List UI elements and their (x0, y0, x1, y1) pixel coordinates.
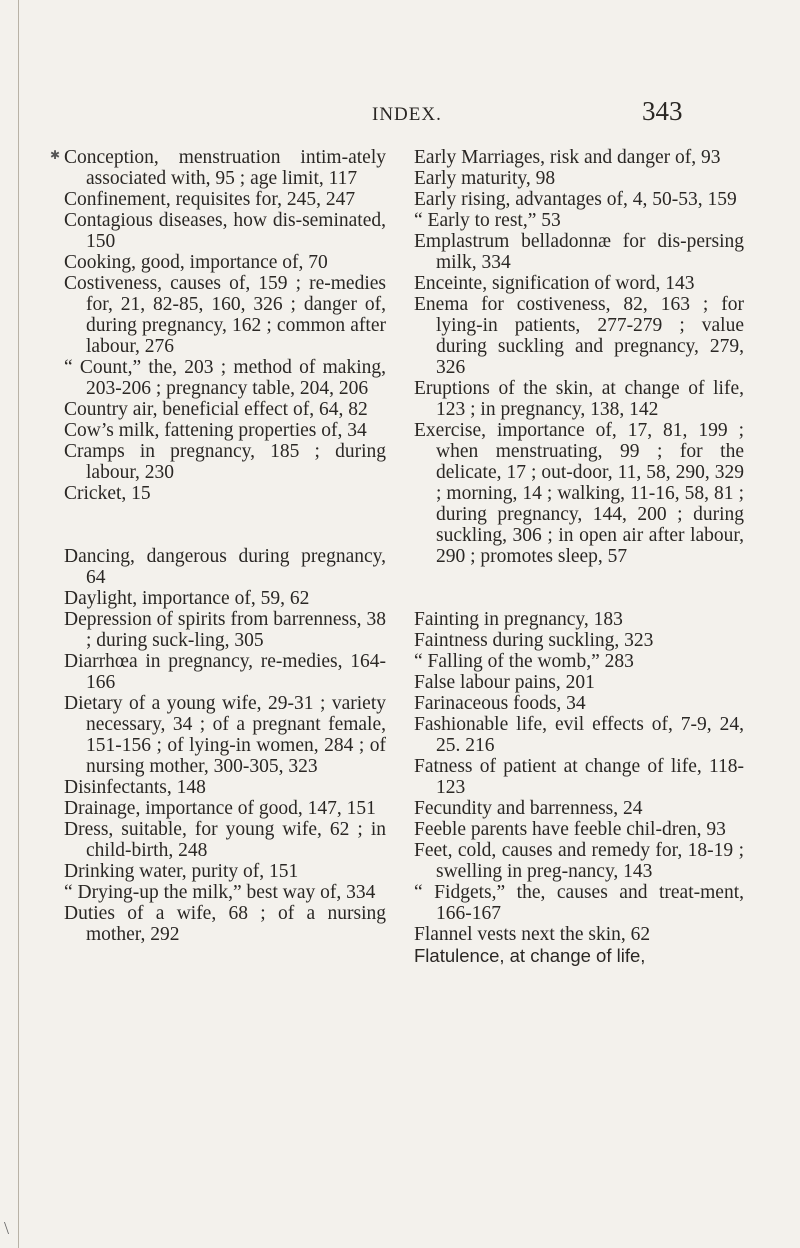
index-entry: Farinaceous foods, 34 (414, 693, 586, 714)
page-header (0, 96, 800, 126)
index-entry: Country air, beneficial effect of, 64, 82 (64, 399, 368, 420)
index-entry: Drinking water, purity of, 151 (64, 861, 299, 882)
index-entry: Exercise, importance of, 17, 81, 199 ; when menstruating, 99 ; for the delicate, 17 ; out-door, 11, 58, 290, 329 ; morning, 14 ; walking, 11-16, 58, 81 ; during pregnancy, 144, 200 ; during suckling, 306 ; in open air after labour, 290 ; promotes sleep, 57 (414, 420, 744, 567)
index-entry: Fashionable life, evil effects of, 7-9, 24, 25. 216 (414, 714, 744, 756)
index-entry: Conception, menstruation intim-ately associated with, 95 ; age limit, 117 (64, 147, 386, 189)
index-entry: Dress, suitable, for young wife, 62 ; in child-birth, 248 (64, 819, 386, 861)
index-entry: Confinement, requisites for, 245, 247 (64, 189, 356, 210)
margin-mark: ✱ (50, 148, 61, 162)
index-entry: False labour pains, 201 (414, 672, 595, 693)
index-entry: Cramps in pregnancy, 185 ; during labour, 230 (64, 441, 386, 483)
margin-tick: \ (4, 1218, 10, 1238)
left-column (64, 147, 386, 945)
right-column (414, 147, 744, 966)
index-entry: Emplastrum belladonnæ for dis-persing milk, 334 (414, 231, 744, 273)
index-entry: Enceinte, signification of word, 143 (414, 273, 695, 294)
index-entry: “ Early to rest,” 53 (414, 210, 561, 231)
index-entry: Fecundity and barrenness, 24 (414, 798, 643, 819)
index-entry: “ Drying-up the milk,” best way of, 334 (64, 882, 376, 903)
index-entry: Early maturity, 98 (414, 168, 556, 189)
page-number: 343 (642, 96, 683, 126)
index-entry: Daylight, importance of, 59, 62 (64, 588, 310, 609)
index-entry: Dietary of a young wife, 29-31 ; variety necessary, 34 ; of a pregnant female, 151-156 ; of lying-in women, 284 ; of nursing mother, 300-305, 323 (64, 693, 386, 777)
index-entry: Feeble parents have feeble chil-dren, 93 (414, 819, 726, 840)
index-entry: Fainting in pregnancy, 183 (414, 609, 623, 630)
index-entry: “ Fidgets,” the, causes and treat-ment, 166-167 (414, 882, 744, 924)
index-entry: “ Falling of the womb,” 283 (414, 651, 634, 672)
index-entry: Flatulence, at change of life, (414, 945, 646, 966)
index-entry: Cooking, good, importance of, 70 (64, 252, 328, 273)
page-edge (0, 0, 19, 1248)
index-entry: “ Count,” the, 203 ; method of making, 203-206 ; pregnancy table, 204, 206 (64, 357, 386, 399)
section-gap (414, 567, 744, 609)
index-entry: Duties of a wife, 68 ; of a nursing mother, 292 (64, 903, 386, 945)
index-entry: Dancing, dangerous during pregnancy, 64 (64, 546, 386, 588)
index-entry: Costiveness, causes of, 159 ; re-medies for, 21, 82-85, 160, 326 ; danger of, during pregnancy, 162 ; common after labour, 276 (64, 273, 386, 357)
index-entry: Disinfectants, 148 (64, 777, 206, 798)
index-entry: Eruptions of the skin, at change of life, 123 ; in pregnancy, 138, 142 (414, 378, 744, 420)
index-entry: Diarrhœa in pregnancy, re-medies, 164-166 (64, 651, 386, 693)
index-entry: Depression of spirits from barrenness, 38 ; during suck-ling, 305 (64, 609, 386, 651)
running-head: INDEX. (372, 104, 442, 125)
index-entry: Feet, cold, causes and remedy for, 18-19 ; swelling in preg-nancy, 143 (414, 840, 744, 882)
index-entry: Early rising, advantages of, 4, 50-53, 159 (414, 189, 737, 210)
index-entry: Flannel vests next the skin, 62 (414, 924, 651, 945)
index-entry: Fatness of patient at change of life, 118-123 (414, 756, 744, 798)
index-entry: Drainage, importance of good, 147, 151 (64, 798, 376, 819)
index-entry: Contagious diseases, how dis-seminated, 150 (64, 210, 386, 252)
index-entry: Cricket, 15 (64, 483, 151, 504)
section-gap (64, 504, 386, 546)
index-entry: Enema for costiveness, 82, 163 ; for lying-in patients, 277-279 ; value during suckling and pregnancy, 279, 326 (414, 294, 744, 378)
index-entry: Early Marriages, risk and danger of, 93 (414, 147, 721, 168)
index-entry: Cow’s milk, fattening properties of, 34 (64, 420, 367, 441)
index-entry: Faintness during suckling, 323 (414, 630, 654, 651)
